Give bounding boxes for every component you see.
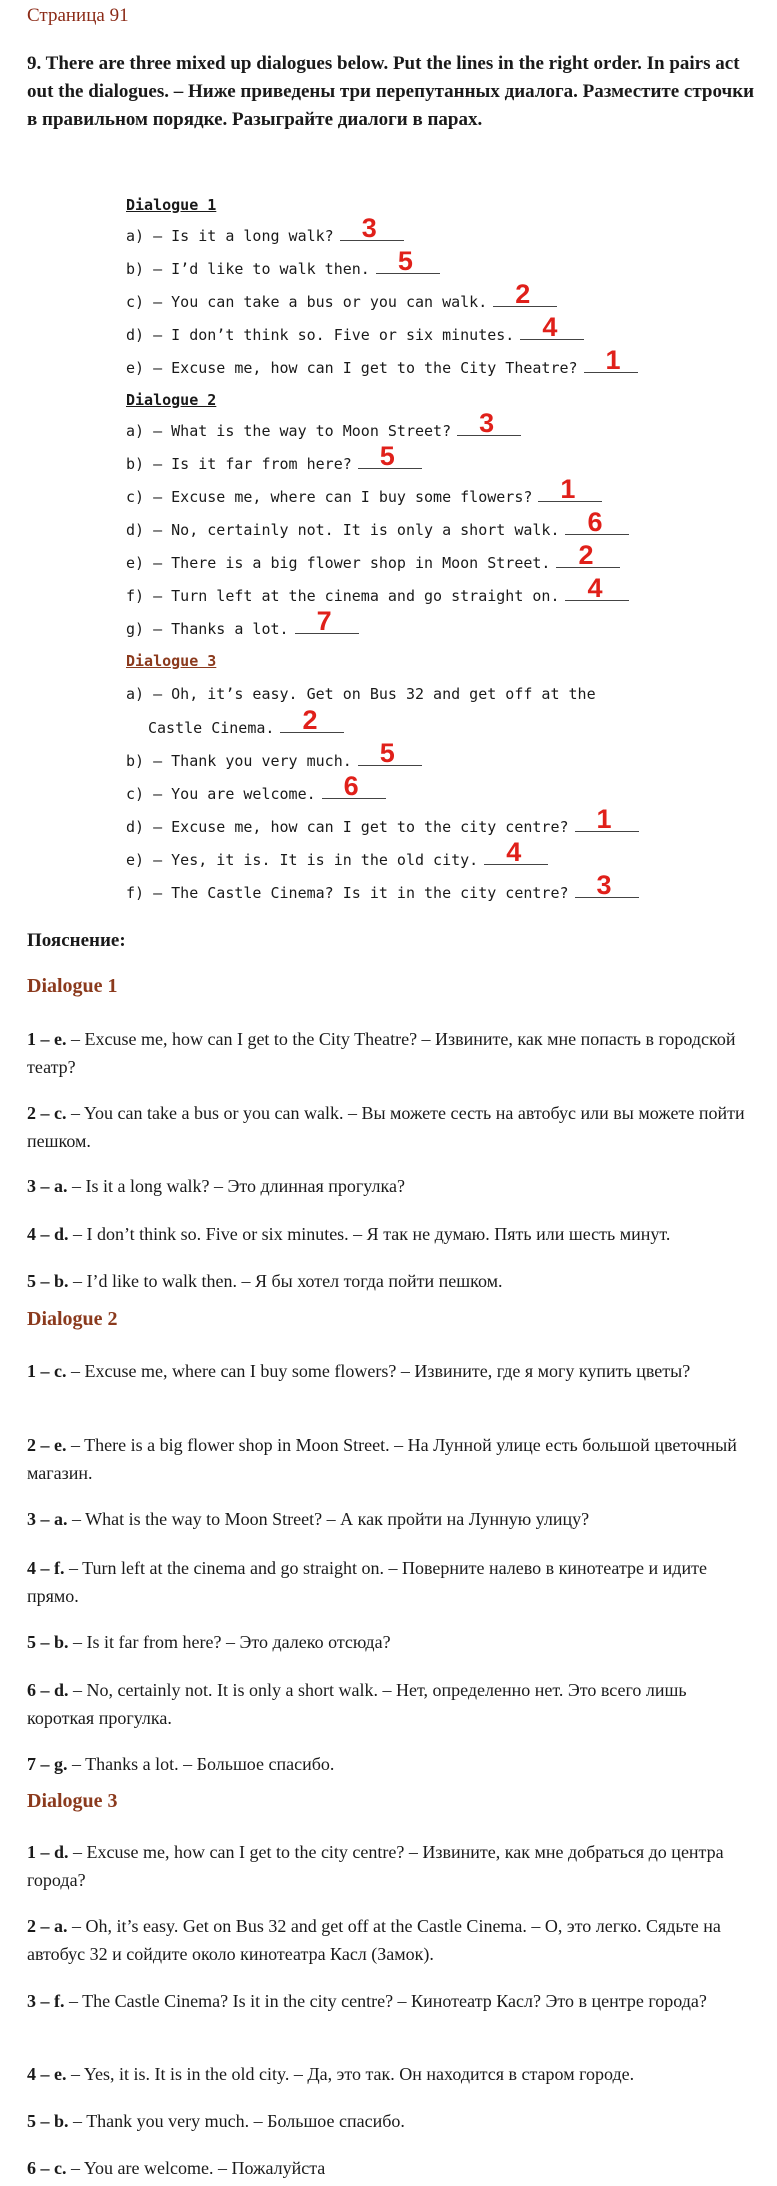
entry-key: 3 – f. bbox=[27, 1991, 65, 2011]
dialogue-1-title: Dialogue 1 bbox=[126, 196, 217, 214]
entry-key: 3 – a. bbox=[27, 1176, 68, 1196]
entry-key: 7 – g. bbox=[27, 1754, 68, 1774]
answer-number: 4 bbox=[542, 312, 558, 342]
scan-line bbox=[126, 738, 422, 770]
answer-blank bbox=[484, 837, 548, 867]
answer-number: 2 bbox=[515, 279, 531, 309]
explanation-entry bbox=[27, 1750, 752, 1778]
scan-line bbox=[126, 213, 404, 245]
scan-line bbox=[126, 474, 602, 506]
scan-line bbox=[126, 870, 639, 902]
scan-line-text: c) — You can take a bus or you can walk. bbox=[126, 293, 488, 311]
dialogue-3-title: Dialogue 3 bbox=[126, 652, 217, 670]
explanation-entry bbox=[27, 2154, 752, 2182]
entry-text: – The Castle Cinema? Is it in the city centre? – Кинотеатр Касл? Это в центре города? bbox=[64, 1991, 707, 2011]
dialogue-2-title: Dialogue 2 bbox=[126, 391, 217, 409]
scan-line bbox=[126, 408, 521, 440]
answer-blank bbox=[340, 213, 404, 243]
entry-key: 4 – e. bbox=[27, 2064, 67, 2084]
answer-number: 5 bbox=[397, 246, 413, 276]
entry-key: 4 – d. bbox=[27, 1224, 69, 1244]
entry-key: 1 – d. bbox=[27, 1842, 69, 1862]
entry-text: – You can take a bus or you can walk. – Вы можете сесть на автобус или вы можете пойти пешком. bbox=[27, 1103, 745, 1151]
answer-blank bbox=[358, 738, 422, 768]
entry-text: – Yes, it is. It is in the old city. – Да, это так. Он находится в старом городе. bbox=[66, 2064, 635, 2084]
answer-number: 6 bbox=[343, 771, 359, 801]
scan-line bbox=[126, 540, 620, 572]
explanation-dialogue-1-title: Dialogue 1 bbox=[27, 975, 118, 997]
entry-key: 1 – c. bbox=[27, 1361, 67, 1381]
answer-number: 7 bbox=[316, 606, 332, 636]
scan-line bbox=[148, 705, 344, 737]
scan-line bbox=[126, 246, 440, 278]
scan-line-text: g) — Thanks a lot. bbox=[126, 620, 289, 638]
answer-blank bbox=[565, 507, 629, 537]
entry-text: – I’d like to walk then. – Я бы хотел тогда пойти пешком. bbox=[68, 1271, 503, 1291]
answer-blank bbox=[280, 705, 344, 735]
task-instructions bbox=[27, 50, 757, 134]
entry-key: 6 – c. bbox=[27, 2158, 67, 2178]
scan-line-text: d) — Excuse me, how can I get to the city centre? bbox=[126, 818, 569, 836]
answer-number: 6 bbox=[587, 507, 603, 537]
scan-line bbox=[126, 606, 359, 638]
scan-line bbox=[126, 685, 596, 703]
answer-blank bbox=[322, 771, 386, 801]
answer-number: 3 bbox=[361, 213, 377, 243]
scan-line-text: b) — Is it far from here? bbox=[126, 455, 352, 473]
answer-blank bbox=[565, 573, 629, 603]
scan-line bbox=[126, 507, 629, 539]
answer-blank bbox=[538, 474, 602, 504]
explanation-dialogue-3-title: Dialogue 3 bbox=[27, 1790, 118, 1812]
explanation-entry bbox=[27, 1912, 752, 1968]
scan-line-text: a) — What is the way to Moon Street? bbox=[126, 422, 452, 440]
page-label: Страница 91 bbox=[27, 5, 129, 26]
scan-line-text: b) — I’d like to walk then. bbox=[126, 260, 370, 278]
answer-number: 1 bbox=[596, 804, 612, 834]
entry-key: 6 – d. bbox=[27, 1680, 69, 1700]
entry-text: – Excuse me, how can I get to the City Theatre? – Извините, как мне попасть в городской театр? bbox=[27, 1029, 736, 1077]
explanation-heading: Пояснение: bbox=[27, 930, 126, 951]
entry-text: – Thanks a lot. – Большое спасибо. bbox=[67, 1754, 335, 1774]
explanation-entry bbox=[27, 1628, 752, 1656]
explanation-entry bbox=[27, 1357, 752, 1385]
answer-blank bbox=[584, 345, 638, 375]
explanation-entry bbox=[27, 1838, 752, 1894]
entry-key: 2 – c. bbox=[27, 1103, 67, 1123]
entry-text: – No, certainly not. It is only a short walk. – Нет, определенно нет. Это всего лишь короткая прогулка. bbox=[27, 1680, 687, 1728]
answer-blank bbox=[493, 279, 557, 309]
entry-key: 4 – f. bbox=[27, 1558, 65, 1578]
scan-line-text: c) — Excuse me, where can I buy some flowers? bbox=[126, 488, 533, 506]
answer-number: 4 bbox=[506, 837, 522, 867]
entry-key: 5 – b. bbox=[27, 1632, 69, 1652]
explanation-entry bbox=[27, 1172, 752, 1200]
explanation-entry bbox=[27, 2107, 752, 2135]
task-text: There are three mixed up dialogues below. Put the lines in the right order. In pairs act out the dialogues. – Ниже приведены три перепутанных диалога. Разместите строчки в правильном порядке. Разыграйте диалоги в парах. bbox=[27, 53, 755, 130]
entry-text: – What is the way to Moon Street? – А как пройти на Лунную улицу? bbox=[67, 1509, 590, 1529]
answer-blank bbox=[376, 246, 440, 276]
scan-line bbox=[126, 837, 548, 869]
scan-line bbox=[126, 804, 639, 836]
scan-line bbox=[126, 771, 386, 803]
explanation-entry bbox=[27, 1987, 752, 2015]
answer-blank bbox=[575, 804, 639, 834]
answer-blank bbox=[556, 540, 620, 570]
scan-line bbox=[126, 573, 629, 605]
entry-text: – I don’t think so. Five or six minutes. – Я так не думаю. Пять или шесть минут. bbox=[68, 1224, 671, 1244]
answer-blank bbox=[457, 408, 521, 438]
explanation-entry bbox=[27, 1505, 752, 1533]
answer-number: 5 bbox=[379, 738, 395, 768]
scan-line-text: d) — No, certainly not. It is only a short walk. bbox=[126, 521, 560, 539]
answer-number: 3 bbox=[596, 870, 612, 900]
entry-key: 2 – a. bbox=[27, 1916, 68, 1936]
scan-line bbox=[126, 441, 422, 473]
explanation-entry bbox=[27, 2060, 752, 2088]
explanation-entry bbox=[27, 1431, 752, 1487]
entry-text: – Oh, it’s easy. Get on Bus 32 and get off at the Castle Cinema. – О, это легко. Сядьте на автобус 32 и сойдите около кинотеатра Касл (Замок). bbox=[27, 1916, 721, 1964]
entry-text: – Excuse me, how can I get to the city centre? – Извините, как мне добраться до центра города? bbox=[27, 1842, 724, 1890]
answer-number: 3 bbox=[479, 408, 495, 438]
scan-line-text: e) — There is a big flower shop in Moon Street. bbox=[126, 554, 551, 572]
answer-number: 2 bbox=[302, 705, 318, 735]
answer-number: 5 bbox=[379, 441, 395, 471]
answer-blank bbox=[520, 312, 584, 342]
scan-line-text: Castle Cinema. bbox=[148, 719, 275, 737]
explanation-entry bbox=[27, 1267, 752, 1295]
entry-text: – There is a big flower shop in Moon Street. – На Лунной улице есть большой цветочный магазин. bbox=[27, 1435, 737, 1483]
answer-blank bbox=[575, 870, 639, 900]
scan-line-text: a) — Oh, it’s easy. Get on Bus 32 and get off at the bbox=[126, 685, 596, 703]
scan-line-text: c) — You are welcome. bbox=[126, 785, 316, 803]
entry-text: – Is it a long walk? – Это длинная прогулка? bbox=[67, 1176, 405, 1196]
scan-line bbox=[126, 345, 638, 377]
entry-text: – Excuse me, where can I buy some flowers? – Извините, где я могу купить цветы? bbox=[66, 1361, 691, 1381]
explanation-entry bbox=[27, 1099, 752, 1155]
answer-number: 1 bbox=[560, 474, 576, 504]
entry-key: 3 – a. bbox=[27, 1509, 68, 1529]
entry-text: – Turn left at the cinema and go straight on. – Поверните налево в кинотеатре и идите прямо. bbox=[27, 1558, 707, 1606]
entry-key: 2 – e. bbox=[27, 1435, 67, 1455]
explanation-entry bbox=[27, 1220, 752, 1248]
entry-text: – Thank you very much. – Большое спасибо. bbox=[68, 2111, 405, 2131]
entry-key: 1 – e. bbox=[27, 1029, 67, 1049]
scan-line-text: b) — Thank you very much. bbox=[126, 752, 352, 770]
answer-blank bbox=[358, 441, 422, 471]
explanation-entry bbox=[27, 1554, 752, 1610]
scan-line bbox=[126, 312, 584, 344]
entry-text: – Is it far from here? – Это далеко отсюда? bbox=[68, 1632, 391, 1652]
scan-line-text: d) — I don’t think so. Five or six minutes. bbox=[126, 326, 515, 344]
answer-number: 2 bbox=[578, 540, 594, 570]
explanation-dialogue-2-title: Dialogue 2 bbox=[27, 1308, 118, 1330]
scan-line-text: e) — Excuse me, how can I get to the City Theatre? bbox=[126, 359, 578, 377]
scan-line-text: a) — Is it a long walk? bbox=[126, 227, 334, 245]
answer-number: 4 bbox=[587, 573, 603, 603]
entry-key: 5 – b. bbox=[27, 1271, 69, 1291]
scan-line-text: f) — Turn left at the cinema and go straight on. bbox=[126, 587, 560, 605]
scan-line-text: f) — The Castle Cinema? Is it in the city centre? bbox=[126, 884, 569, 902]
explanation-entry bbox=[27, 1025, 752, 1081]
scan-line-text: e) — Yes, it is. It is in the old city. bbox=[126, 851, 479, 869]
entry-text: – You are welcome. – Пожалуйста bbox=[66, 2158, 326, 2178]
answer-blank bbox=[295, 606, 359, 636]
explanation-entry bbox=[27, 1676, 752, 1732]
entry-key: 5 – b. bbox=[27, 2111, 69, 2131]
answer-number: 1 bbox=[605, 345, 621, 375]
task-number: 9. bbox=[27, 53, 42, 74]
scan-line bbox=[126, 279, 557, 311]
